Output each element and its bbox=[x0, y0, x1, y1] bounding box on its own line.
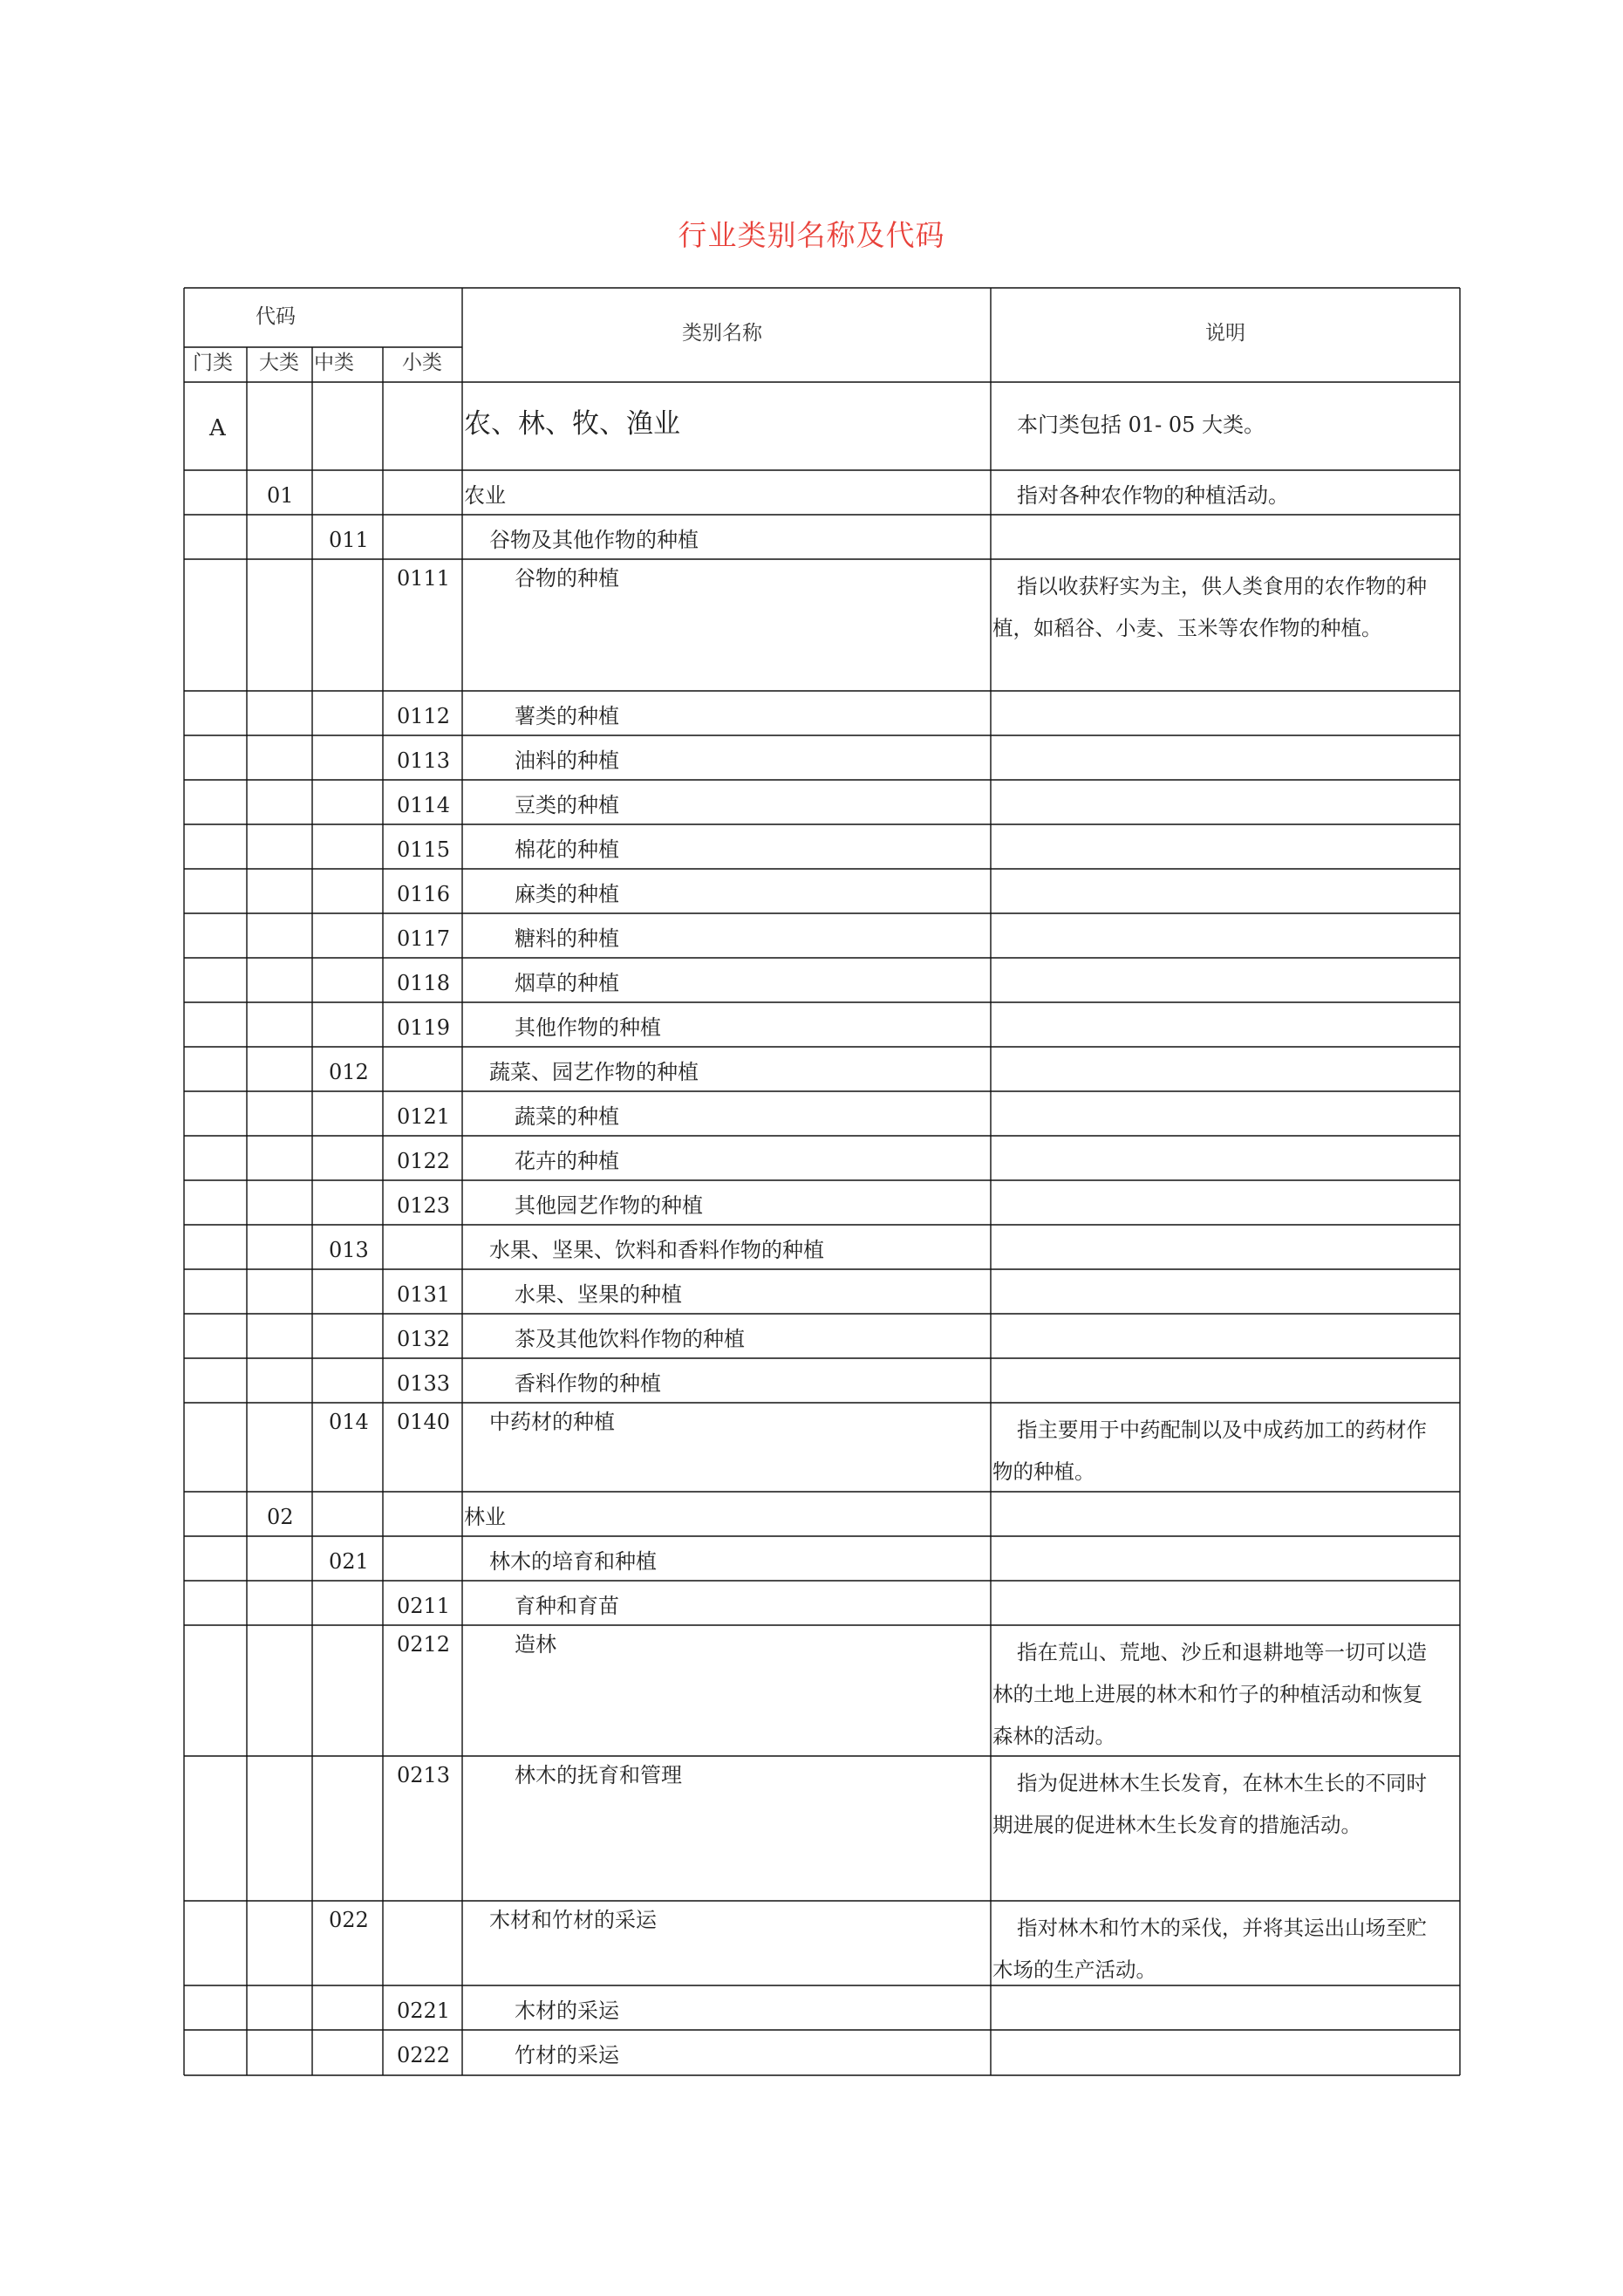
category-name: 育种和育苗 bbox=[515, 1594, 619, 1618]
category-name: 蔬菜、园艺作物的种植 bbox=[489, 1060, 699, 1084]
category-name: 薯类的种植 bbox=[515, 704, 619, 728]
header-code-group: 代码 bbox=[256, 305, 296, 328]
category-name: 农业 bbox=[464, 483, 506, 508]
code-zhong: 022 bbox=[329, 1908, 369, 1932]
category-description-line: 物的种植。 bbox=[992, 1459, 1095, 1484]
header-men: 门类 bbox=[193, 352, 233, 374]
code-xiao: 0213 bbox=[397, 1763, 451, 1787]
code-zhong: 021 bbox=[329, 1549, 369, 1574]
category-name: 农、林、牧、渔业 bbox=[464, 408, 680, 440]
category-description-line: 指在荒山、荒地、沙丘和退耕地等一切可以造 bbox=[1017, 1640, 1427, 1664]
category-name: 谷物的种植 bbox=[515, 566, 619, 591]
category-name: 水果、坚果、饮料和香料作物的种植 bbox=[489, 1238, 824, 1262]
code-zhong: 012 bbox=[329, 1060, 369, 1084]
category-description-line: 指对林木和竹木的采伐，并将其运出山场至贮 bbox=[1017, 1916, 1427, 1940]
header-da: 大类 bbox=[259, 352, 299, 374]
code-xiao: 0118 bbox=[397, 971, 451, 995]
category-description-line: 木场的生产活动。 bbox=[992, 1958, 1156, 1982]
category-description: 本门类包括 01- 05 大类。 bbox=[1017, 413, 1265, 437]
category-description-line: 植，如稻谷、小麦、玉米等农作物的种植。 bbox=[992, 616, 1382, 640]
code-da: 01 bbox=[267, 483, 294, 508]
code-da: 02 bbox=[267, 1505, 294, 1529]
category-name: 茶及其他饮料作物的种植 bbox=[515, 1327, 745, 1351]
category-name: 中药材的种植 bbox=[489, 1410, 615, 1434]
category-description-line: 指主要用于中药配制以及中成药加工的药材作 bbox=[1017, 1418, 1427, 1442]
category-name: 烟草的种植 bbox=[515, 971, 619, 995]
category-name: 棉花的种植 bbox=[515, 837, 619, 862]
category-name: 谷物及其他作物的种植 bbox=[489, 528, 699, 552]
category-description-line: 期进展的促进林木生长发育的措施活动。 bbox=[992, 1813, 1361, 1837]
code-xiao: 0212 bbox=[397, 1632, 451, 1657]
category-name: 香料作物的种植 bbox=[515, 1371, 661, 1396]
category-description-line: 指以收获籽实为主，供人类食用的农作物的种 bbox=[1017, 574, 1427, 598]
category-name: 豆类的种植 bbox=[515, 793, 619, 817]
header-xiao: 小类 bbox=[402, 352, 442, 374]
code-xiao: 0132 bbox=[397, 1327, 451, 1351]
code-xiao: 0122 bbox=[397, 1149, 451, 1173]
code-xiao: 0131 bbox=[397, 1282, 451, 1307]
code-xiao: 0133 bbox=[397, 1371, 451, 1396]
code-men: A bbox=[209, 415, 226, 441]
category-description-line: 指为促进林木生长发育，在林木生长的不同时 bbox=[1017, 1771, 1427, 1795]
document-title: 行业类别名称及代码 bbox=[678, 218, 945, 252]
code-xiao: 0115 bbox=[397, 837, 451, 862]
header-zhong: 中类 bbox=[314, 352, 354, 374]
code-xiao: 0222 bbox=[397, 2043, 451, 2067]
header-desc: 说明 bbox=[1205, 322, 1245, 345]
code-xiao: 0113 bbox=[397, 748, 451, 773]
code-xiao: 0211 bbox=[397, 1594, 451, 1618]
code-xiao: 0117 bbox=[397, 926, 451, 951]
code-xiao: 0116 bbox=[397, 882, 451, 906]
category-description: 指对各种农作物的种植活动。 bbox=[1017, 483, 1289, 508]
category-name: 其他作物的种植 bbox=[515, 1015, 661, 1040]
code-xiao: 0112 bbox=[397, 704, 451, 728]
code-xiao: 0114 bbox=[397, 793, 451, 817]
category-name: 林业 bbox=[464, 1505, 506, 1529]
category-name: 林木的培育和种植 bbox=[489, 1549, 657, 1574]
category-description-line: 森林的活动。 bbox=[992, 1724, 1115, 1748]
category-description-line: 林的土地上进展的林木和竹子的种植活动和恢复 bbox=[992, 1682, 1423, 1706]
code-xiao: 0140 bbox=[397, 1410, 451, 1434]
header-name: 类别名称 bbox=[682, 322, 762, 345]
industry-code-table bbox=[184, 288, 1460, 2075]
code-zhong: 014 bbox=[329, 1410, 369, 1434]
category-name: 木材和竹材的采运 bbox=[489, 1908, 657, 1932]
category-name: 水果、坚果的种植 bbox=[515, 1282, 682, 1307]
code-zhong: 011 bbox=[329, 528, 369, 552]
category-name: 花卉的种植 bbox=[515, 1149, 619, 1173]
category-name: 造林 bbox=[515, 1632, 556, 1657]
code-xiao: 0121 bbox=[397, 1104, 451, 1129]
category-name: 麻类的种植 bbox=[515, 882, 619, 906]
category-name: 竹材的采运 bbox=[515, 2043, 619, 2067]
code-xiao: 0221 bbox=[397, 1999, 451, 2023]
category-name: 油料的种植 bbox=[515, 748, 619, 773]
category-name: 蔬菜的种植 bbox=[515, 1104, 619, 1129]
code-zhong: 013 bbox=[329, 1238, 369, 1262]
code-xiao: 0111 bbox=[397, 566, 451, 591]
code-xiao: 0123 bbox=[397, 1193, 451, 1218]
code-xiao: 0119 bbox=[397, 1015, 451, 1040]
category-name: 其他园艺作物的种植 bbox=[515, 1193, 703, 1218]
category-name: 糖料的种植 bbox=[515, 926, 619, 951]
category-name: 林木的抚育和管理 bbox=[515, 1763, 682, 1787]
category-name: 木材的采运 bbox=[515, 1999, 619, 2023]
